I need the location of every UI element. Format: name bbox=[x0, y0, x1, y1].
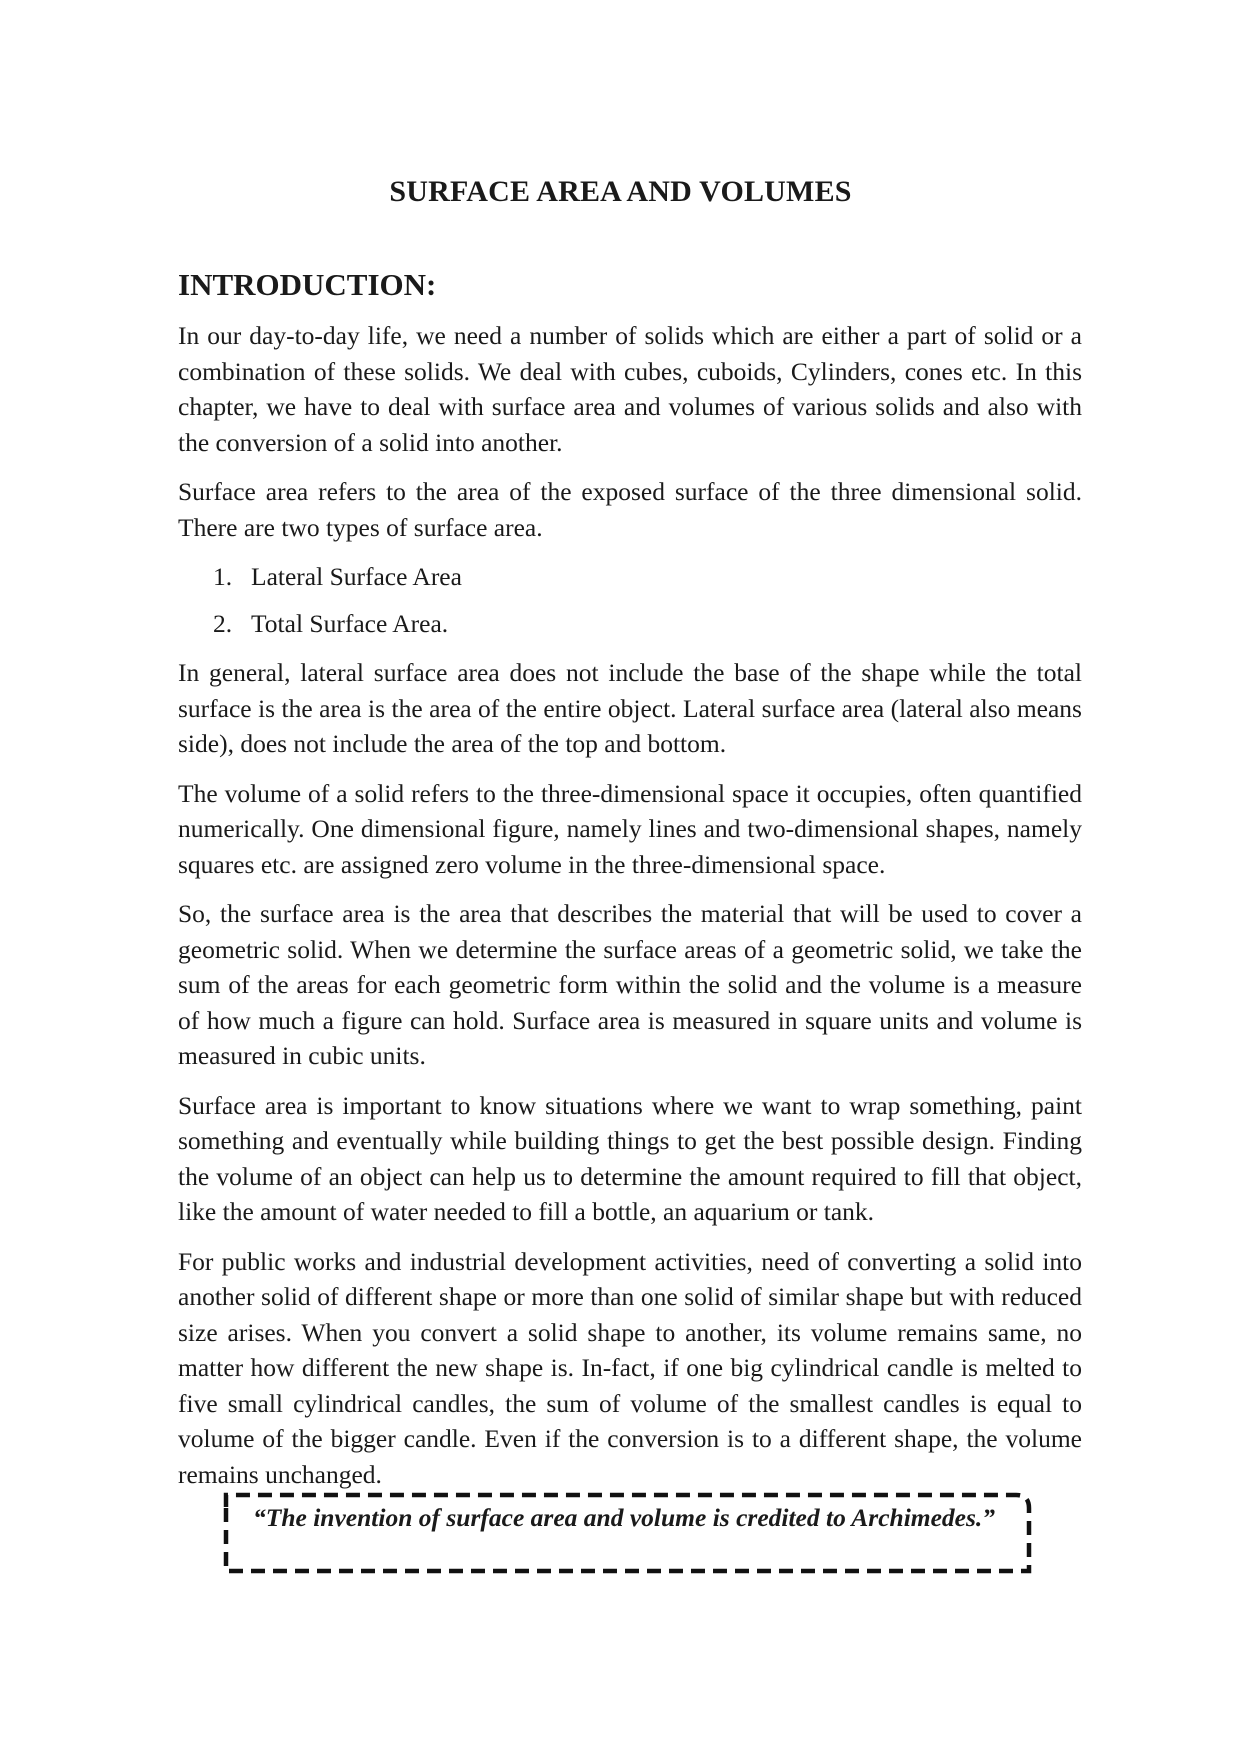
paragraph: So, the surface area is the area that describes the material that will be used to cover a geometric solid. When we determine the surface areas of a geometric solid, we take the sum of the areas for each geometric form within the solid and the volume is a measure of how much a figure can hold. Surface area is measured in square units and volume is measured in cubic units. bbox=[178, 899, 1082, 1070]
paragraph: Surface area is important to know situations where we want to wrap something, paint something and eventually while building things to get the best possible design. Finding the volume of an object can help us to determine the amount required to fill that object, like the amount of water needed to fill a bottle, an aquarium or tank. bbox=[178, 1090, 1082, 1226]
list-item bbox=[178, 606, 1082, 642]
paragraph: Surface area refers to the area of the exposed surface of the three dimensional solid. There are two types of surface area. bbox=[178, 477, 1082, 542]
paragraph: In our day-to-day life, we need a number of solids which are either a part of solid or a combination of these solids. We deal with cubes, cuboids, Cylinders, cones etc. In this chapter, we have to deal with surface area and volumes of various solids and also with the conversion of a solid into another. bbox=[178, 321, 1082, 457]
list-item-text: Total Surface Area. bbox=[251, 608, 449, 638]
list-item bbox=[178, 559, 1082, 595]
list-item-number: 1. bbox=[213, 562, 233, 591]
section-heading-introduction: INTRODUCTION: bbox=[178, 267, 437, 302]
body-text bbox=[178, 318, 1082, 1506]
paragraph: In general, lateral surface area does not include the base of the shape while the total surface is the area is the area of the entire object. Lateral surface area (lateral also means side), does not include the area of the top and bottom. bbox=[178, 658, 1082, 758]
quote-box bbox=[223, 1492, 1033, 1574]
page-title: SURFACE AREA AND VOLUMES bbox=[389, 175, 852, 208]
surface-area-types-list bbox=[178, 559, 1082, 641]
paragraph: The volume of a solid refers to the three-dimensional space it occupies, often quantified numerically. One dimensional figure, namely lines and two-dimensional shapes, namely squares etc. are assigned zero volume in the three-dimensional space. bbox=[178, 778, 1082, 879]
list-item-text: Lateral Surface Area bbox=[251, 562, 462, 591]
archimedes-quote: “The invention of surface area and volume is credited to Archimedes.” bbox=[253, 1503, 996, 1532]
paragraph: For public works and industrial development activities, need of converting a solid into another solid of different shape or more than one solid of similar shape but with reduced size arises. When you convert a solid shape to another, its volume remains same, no matter how different the new shape is. In-fact, if one big cylindrical candle is melted to five small cylindrical candles, the sum of volume of the smallest candles is equal to volume of the bigger candle. Even if the conversion is to a different shape, the volume remains unchanged. bbox=[178, 1246, 1082, 1489]
list-item-number: 2. bbox=[213, 608, 233, 638]
